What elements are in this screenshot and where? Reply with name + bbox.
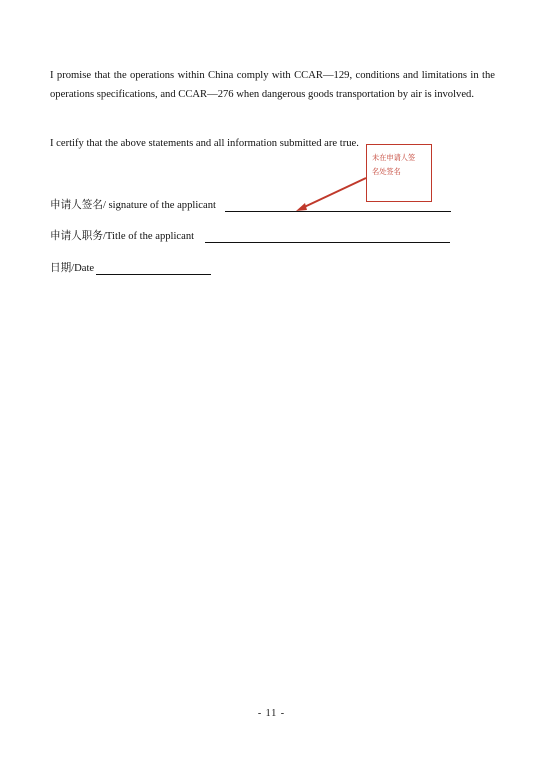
arrowhead-icon — [296, 203, 307, 211]
title-label: 申请人职务/Title of the applicant — [50, 231, 195, 242]
callout-shaft — [300, 178, 366, 209]
title-line — [205, 242, 450, 243]
date-line — [96, 274, 211, 275]
page-number: - 11 - — [257, 708, 286, 719]
review-comment-line1: 未在申请人签 — [372, 153, 416, 162]
date-label: 日期/Date — [50, 263, 95, 274]
promise-paragraph: I promise that the operations within China comply with CCAR—129, conditions and limitations in the operations specifications, and CCAR—276 when dangerous goods transportation by air is involved. — [50, 70, 495, 100]
certify-paragraph: I certify that the above statements and all information submitted are true. — [50, 138, 359, 149]
signature-line — [225, 211, 451, 212]
review-comment-line2: 名处签名 — [372, 167, 401, 176]
signature-label: 申请人签名/ signature of the applicant — [50, 200, 216, 211]
review-comment-box — [366, 144, 432, 202]
